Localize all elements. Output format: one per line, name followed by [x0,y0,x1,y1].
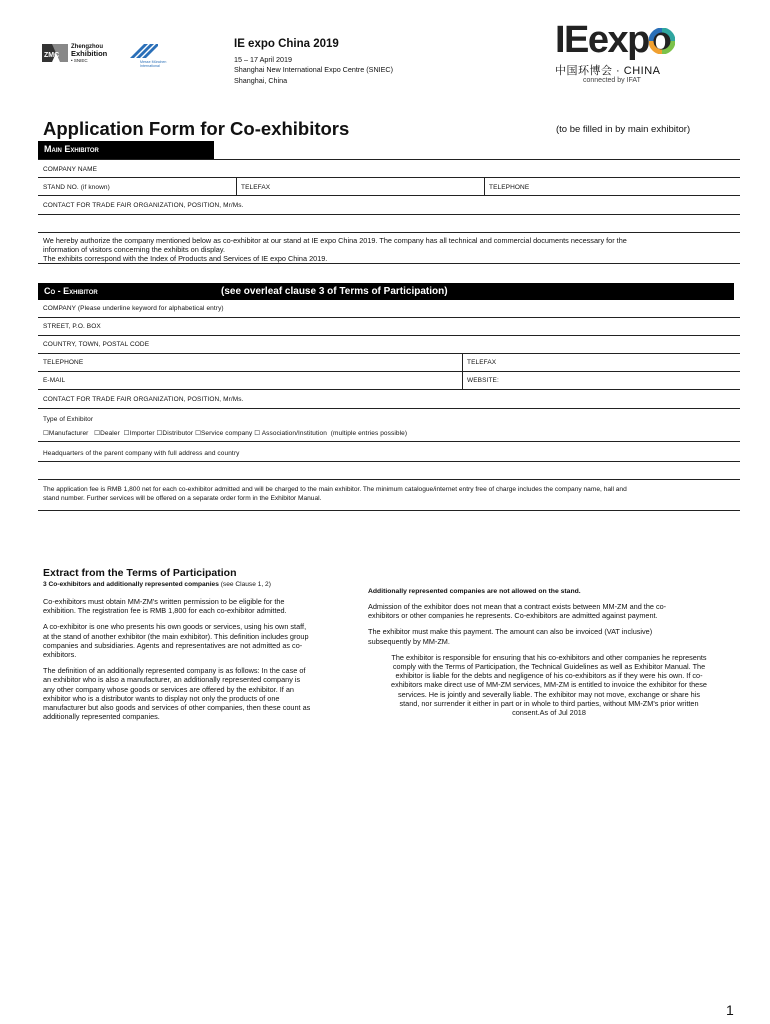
terms-line: Admission of the exhibitor does not mean that a contract exists between MM-ZM and the co- [368,602,667,611]
messe-emblem-icon [128,42,158,60]
messe-caption: Messe München International [140,60,167,68]
type-of-exhibitor-label: Type of Exhibitor [43,416,94,423]
terms-line: at the stand of another exhibitor (the main exhibitor). This definition includes group [43,631,309,641]
terms-line: services. He is jointly and severally liable. The exhibitor may not move, exchange or share his [397,689,701,699]
zmc-logo [40,42,112,66]
checkbox-dealer[interactable]: ☐Dealer [94,430,120,437]
field-telefax[interactable]: TELEFAX [241,184,271,191]
terms-line: exhibitor who is a distributor wants to display not only the products of one [43,693,280,703]
brand-sub: 中国环博会 · CHINA [555,65,661,77]
divider [484,177,485,195]
divider [38,159,740,160]
terms-line: exhibition. The registration fee is RMB 1,800 for each co-exhibitor admitted. [43,606,287,616]
event-venue: Shanghai New International Expo Centre (SNIEC) [234,65,394,74]
divider [38,335,740,336]
checkbox-distributor[interactable]: ☐Distributor [156,430,194,437]
terms-line: The exhibitor is responsible for ensuring that his co-exhibitors and other companies he represents [391,652,707,662]
terms-line: companies and subsidiaries. Agents and representatives are not admitted as co- [43,640,303,650]
terms-line: comply with the Terms of Participation, the Technical Guidelines as well as Exhibitor Manual. The [392,662,706,672]
terms-subheading-plain: (see Clause 1, 2) [218,581,271,588]
divider [38,510,740,511]
event-city: Shanghai, China [234,76,288,85]
divider [38,195,740,196]
main-exhibitor-bar: Main Exhibitor [38,141,214,159]
event-dates: 15 – 17 April 2019 [234,55,292,64]
divider [38,353,740,354]
terms-right-column [368,602,730,717]
fee-line: The application fee is RMB 1,800 net for each co-exhibitor admitted and will be charged to the main exhibitor. The minimum catalogue/internet entry free of charge includes the company name, hall and [43,486,627,493]
field-company-name[interactable]: COMPANY NAME [43,166,98,173]
terms-line: any other company whose goods or services are offered by the exhibitor. If an [43,684,294,694]
authorization-line: information of visitors concerning the exhibits on display. [43,245,225,255]
form-note: (to be filled in by main exhibitor) [556,124,691,135]
terms-heading: Extract from the Terms of Participation [43,567,237,579]
co-exhibitor-label: Co - Exhibitor [44,286,98,296]
terms-line: The exhibitor must make this payment. The amount can also be invoiced (VAT inclusive) [368,627,653,637]
checkbox-manufacturer[interactable]: ☐Manufacturer [43,430,89,437]
field-co-telefax[interactable]: TELEFAX [467,359,497,366]
field-email[interactable]: E-MAIL [43,377,66,384]
fee-note [43,486,627,503]
co-exhibitor-bar [38,283,734,300]
event-title: IE expo China 2019 [234,38,339,50]
brand-caption: connected by IFAT [583,77,641,84]
divider [236,177,237,195]
logo-text-2: Exhibition [71,49,108,58]
terms-line: The definition of an additionally represented company is as follows: In the case of [43,666,306,676]
terms-left-column [43,597,363,721]
field-co-contact[interactable]: CONTACT FOR TRADE FAIR ORGANIZATION, POSITION, Mr/Ms. [43,396,244,403]
divider [38,177,740,178]
terms-line: an exhibitor who is also a manufacturer, an additionally represented company is [43,675,301,685]
co-exhibitor-note: (see overleaf clause 3 of Terms of Participation) [221,286,448,297]
page-number: 1 [726,1002,734,1018]
terms-line: exhibitors. [43,650,77,660]
terms-line: stand, nor surrender it either in part or in whole to third parties, without MM-ZM's prior written [399,698,699,708]
terms-line: subsequently by MM-ZM. [368,636,450,646]
svg-text:ZMC: ZMC [44,52,60,59]
divider [38,371,740,372]
brand-main: IEexpo [555,19,671,61]
multiple-entries-note: (multiple entries possible) [330,430,408,437]
brand-ring-icon [649,28,675,54]
terms-right-bold: Additionally represented companies are not allowed on the stand. [368,588,581,595]
messe-logo [128,42,172,70]
field-country[interactable]: COUNTRY, TOWN, POSTAL CODE [43,341,150,348]
divider [38,441,740,442]
divider [38,389,740,390]
field-co-company[interactable]: COMPANY (Please underline keyword for alphabetical entry) [43,305,224,312]
divider [38,232,740,233]
terms-line: exhibitors or other companies he represents. Co-exhibitors are admitted against payment. [368,611,658,621]
divider [38,317,740,318]
field-website[interactable]: WEBSITE: [467,377,499,384]
zmc-emblem-icon [40,42,70,64]
exhibitor-type-options [43,429,407,437]
terms-line: additionally represented companies. [43,712,160,722]
divider [38,479,740,480]
field-telephone[interactable]: TELEPHONE [489,184,530,191]
field-street[interactable]: STREET, P.O. BOX [43,323,101,330]
terms-line: exhibitors make direct use of MM-ZM services, MM-ZM is entitled to invoice the exhibitor for these [391,680,707,690]
checkbox-association[interactable]: ☐ Association/Institution [254,430,327,437]
terms-line: exhibitor is liable for the debts and negligence of his co-exhibitors as if they were his own. If co- [395,671,703,681]
terms-line: manufacturer but also goods and services of other companies, then these count as [43,703,311,713]
terms-subheading [43,581,271,588]
authorization-line: We hereby authorize the company mentioned below as co-exhibitor at our stand at IE expo China 2019. The company has all technical and commercial documents necessary for the [43,236,627,245]
terms-line: A co-exhibitor is one who presents his own goods or services, using his own staff, [43,622,307,632]
divider [38,263,740,264]
fee-line: stand number. Further services will be offered on a separate order form in the Exhibitor Manual. [43,494,322,502]
ieexpo-logo [555,19,685,88]
field-co-telephone[interactable]: TELEPHONE [43,359,84,366]
authorization-text [43,236,627,264]
divider [38,408,740,409]
field-stand-no[interactable]: STAND NO. (if known) [43,184,110,191]
authorization-line: The exhibits correspond with the Index of Products and Services of IE expo China 2019. [43,254,328,264]
field-headquarters[interactable]: Headquarters of the parent company with full address and country [43,450,240,457]
divider [38,461,740,462]
terms-line: consent.As of Jul 2018 [512,708,586,718]
form-title: Application Form for Co-exhibitors [43,118,350,139]
field-contact[interactable]: CONTACT FOR TRADE FAIR ORGANIZATION, POSITION, Mr/Ms. [43,202,244,209]
logo-text-1: Zhengzhou [71,44,103,50]
divider [38,214,740,215]
checkbox-importer[interactable]: ☐Importer [123,430,155,437]
logo-text-3: • SNIEC [71,58,88,63]
checkbox-service-company[interactable]: ☐Service company [195,430,253,437]
terms-line: Co-exhibitors must obtain MM-ZM's written permission to be eligible for the [43,597,285,606]
terms-subheading-bold: 3 Co-exhibitors and additionally represented companies [43,581,219,588]
